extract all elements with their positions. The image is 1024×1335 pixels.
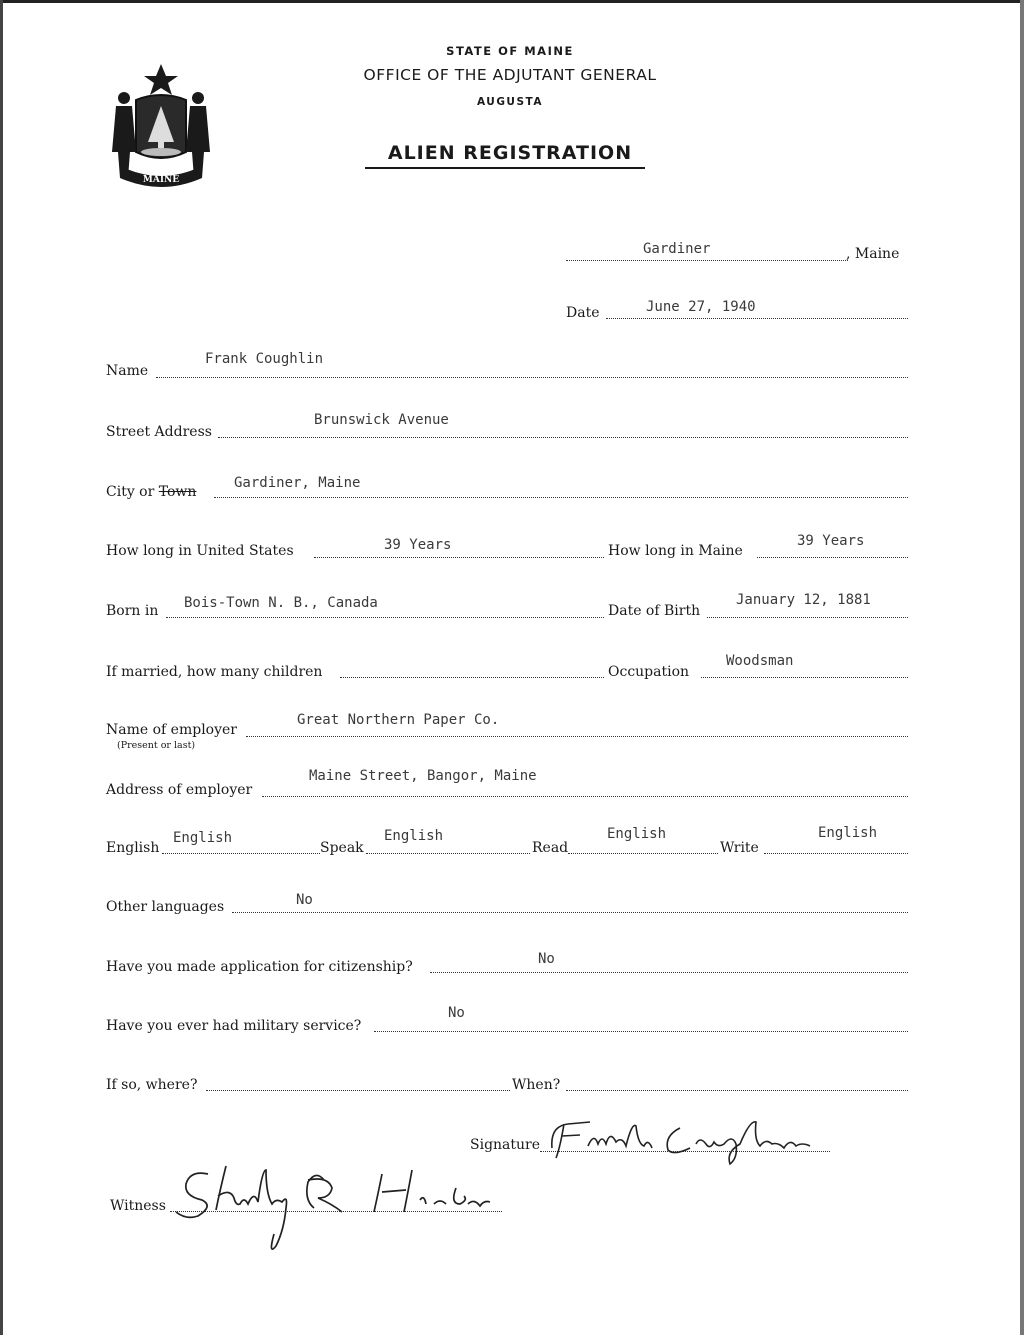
- name-label: Name: [106, 363, 149, 379]
- read-value: English: [607, 826, 667, 842]
- occupation-label: Occupation: [608, 664, 690, 680]
- citizenship-value: No: [538, 951, 555, 967]
- read-label: Read: [532, 840, 569, 856]
- date-label: Date: [566, 305, 600, 321]
- employer-dots: [246, 736, 908, 737]
- date-dots: [606, 318, 908, 319]
- born-value: Bois-Town N. B., Canada: [184, 595, 378, 611]
- city-dots: [214, 497, 908, 498]
- seal-motto-text: MAINE: [142, 175, 180, 185]
- employer-value: Great Northern Paper Co.: [297, 712, 500, 728]
- where-dots: [206, 1090, 510, 1091]
- write-value: English: [818, 825, 878, 841]
- place-value: Gardiner: [643, 241, 711, 257]
- speak-value: English: [384, 828, 444, 844]
- military-dots: [374, 1031, 908, 1032]
- title-underline: [365, 167, 645, 169]
- maine-value: 39 Years: [797, 533, 865, 549]
- born-label: Born in: [106, 603, 159, 619]
- speak-label: Speak: [320, 840, 364, 856]
- form-title: ALIEN REGISTRATION: [387, 142, 633, 164]
- write-dots: [764, 853, 908, 854]
- date-value: June 27, 1940: [646, 299, 756, 315]
- dob-label: Date of Birth: [608, 603, 701, 619]
- occupation-dots: [701, 677, 908, 678]
- city-label: City or Town: [106, 484, 197, 500]
- witness-handwriting: [168, 1160, 508, 1270]
- children-label: If married, how many children: [106, 664, 323, 680]
- maine-dots: [757, 557, 908, 558]
- name-dots: [156, 377, 908, 378]
- signature-handwriting: [540, 1108, 830, 1168]
- write-label: Write: [720, 840, 759, 856]
- scan-top-edge: [0, 0, 1024, 3]
- speak-dots: [366, 853, 530, 854]
- scan-left-edge: [0, 0, 3, 1335]
- english-value: English: [173, 830, 233, 846]
- header-city: AUGUSTA: [476, 96, 543, 108]
- witness-label: Witness: [110, 1198, 166, 1214]
- street-label: Street Address: [106, 424, 212, 440]
- where-label: If so, where?: [106, 1077, 198, 1093]
- maine-state-seal-icon: [106, 60, 216, 188]
- header-state: STATE OF MAINE: [446, 44, 574, 58]
- place-dots: [566, 260, 848, 261]
- occupation-value: Woodsman: [726, 653, 794, 669]
- citizenship-label: Have you made application for citizenship?: [106, 959, 413, 975]
- employer-addr-value: Maine Street, Bangor, Maine: [309, 768, 537, 784]
- us-label: How long in United States: [106, 543, 294, 559]
- employer-addr-label: Address of employer: [106, 782, 253, 798]
- us-dots: [314, 557, 604, 558]
- city-value: Gardiner, Maine: [234, 475, 361, 491]
- dob-value: January 12, 1881: [736, 592, 871, 608]
- when-label: When?: [512, 1077, 561, 1093]
- other-lang-value: No: [296, 892, 313, 908]
- place-suffix: , Maine: [846, 246, 900, 262]
- military-value: No: [448, 1005, 465, 1021]
- children-dots: [340, 677, 604, 678]
- employer-sublabel: (Present or last): [117, 740, 196, 751]
- name-value: Frank Coughlin: [205, 351, 324, 367]
- scan-right-edge: [1020, 0, 1024, 1335]
- read-dots: [568, 853, 718, 854]
- city-town-struck: Town: [158, 484, 197, 500]
- english-label: English: [106, 840, 160, 856]
- dob-dots: [707, 617, 908, 618]
- street-value: Brunswick Avenue: [314, 412, 449, 428]
- military-label: Have you ever had military service?: [106, 1018, 362, 1034]
- employer-addr-dots: [262, 796, 908, 797]
- english-dots: [162, 853, 320, 854]
- born-dots: [166, 617, 604, 618]
- when-dots: [566, 1090, 908, 1091]
- maine-label: How long in Maine: [608, 543, 743, 559]
- signature-label: Signature: [470, 1137, 541, 1153]
- other-lang-label: Other languages: [106, 899, 225, 915]
- street-dots: [218, 437, 908, 438]
- citizenship-dots: [430, 972, 908, 973]
- header-office: OFFICE OF THE ADJUTANT GENERAL: [363, 66, 657, 84]
- us-value: 39 Years: [384, 537, 452, 553]
- other-lang-dots: [232, 912, 908, 913]
- employer-label: Name of employer: [106, 722, 237, 738]
